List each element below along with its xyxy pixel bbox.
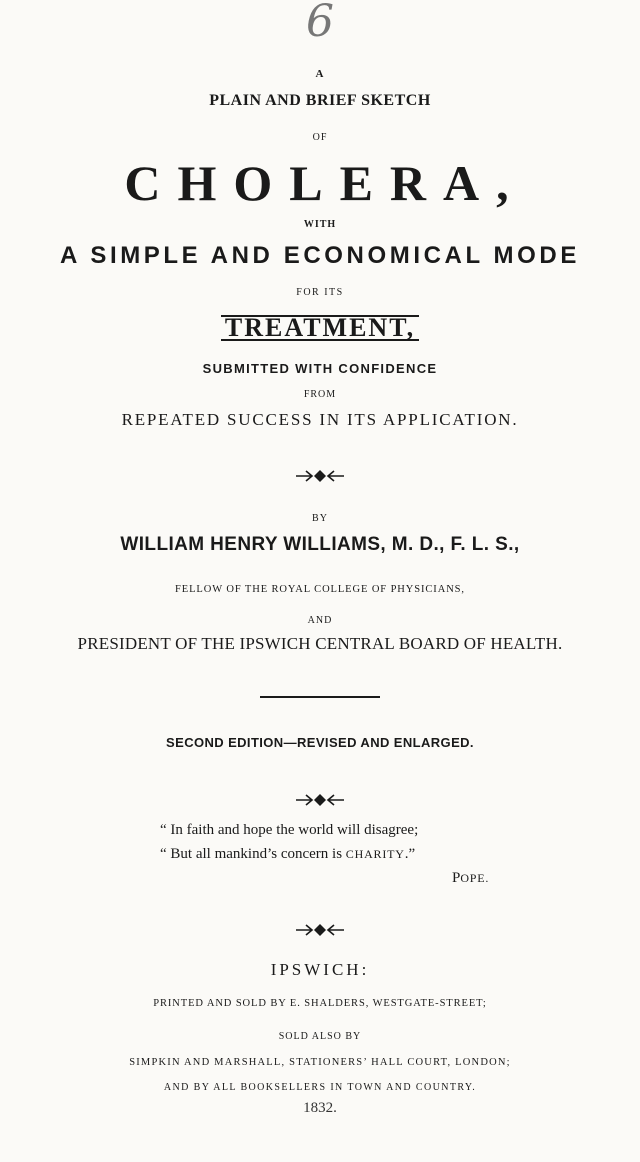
- imprint-sold-also: SOLD ALSO BY: [278, 1031, 362, 1042]
- imprint-year: 1832.: [303, 1100, 337, 1116]
- attribution-initial: P: [452, 870, 461, 886]
- ornament-icon: [294, 468, 346, 484]
- attribution-rest: OPE.: [460, 871, 490, 885]
- title-treatment: [0, 313, 640, 343]
- epigraph-charity: CHARITY: [345, 847, 405, 861]
- author-and: AND: [307, 615, 333, 626]
- imprint-place: IPSWICH:: [270, 960, 370, 979]
- author-fellow: FELLOW OF THE ROYAL COLLEGE OF PHYSICIANS,: [175, 584, 465, 595]
- title-with: WITH: [303, 219, 337, 230]
- divider-rule: [260, 696, 380, 698]
- main-title: CHOLERA,: [124, 155, 526, 211]
- imprint-printed: PRINTED AND SOLD BY E. SHALDERS, WESTGATE-STREET;: [153, 998, 487, 1009]
- epigraph-attribution: [452, 870, 489, 887]
- epigraph-line-1: “ In faith and hope the world will disagree;: [160, 822, 419, 838]
- title-for-its: FOR ITS: [296, 287, 344, 298]
- epigraph-line-2-start: “ But all mankind’s concern is: [160, 846, 346, 862]
- author-name: WILLIAM HENRY WILLIAMS, M. D., F. L. S.,: [120, 534, 520, 555]
- treatment-word: TREATMENT,: [221, 315, 419, 341]
- edition-statement: SECOND EDITION—REVISED AND ENLARGED.: [166, 735, 474, 750]
- handwritten-mark: 6: [306, 0, 334, 47]
- ornament-icon: [294, 792, 346, 808]
- title-submitted: SUBMITTED WITH CONFIDENCE: [202, 361, 438, 376]
- title-line-2: A SIMPLE AND ECONOMICAL MODE: [60, 242, 580, 269]
- author-by: BY: [312, 513, 328, 524]
- ornament-icon: [294, 922, 346, 938]
- imprint-simpkin: SIMPKIN AND MARSHALL, STATIONERS’ HALL COURT, LONDON;: [129, 1057, 511, 1068]
- title-line-3: REPEATED SUCCESS IN ITS APPLICATION.: [121, 410, 519, 429]
- author-president: PRESIDENT OF THE IPSWICH CENTRAL BOARD OF HEALTH.: [77, 634, 563, 653]
- title-article: A: [315, 68, 325, 80]
- epigraph-line-2: [160, 846, 415, 863]
- title-line-1: PLAIN AND BRIEF SKETCH: [209, 92, 431, 109]
- title-of: OF: [312, 132, 328, 143]
- epigraph-line-2-end: .”: [404, 846, 416, 862]
- imprint-and-by: AND BY ALL BOOKSELLERS IN TOWN AND COUNTRY.: [163, 1082, 477, 1093]
- title-from: FROM: [303, 389, 337, 400]
